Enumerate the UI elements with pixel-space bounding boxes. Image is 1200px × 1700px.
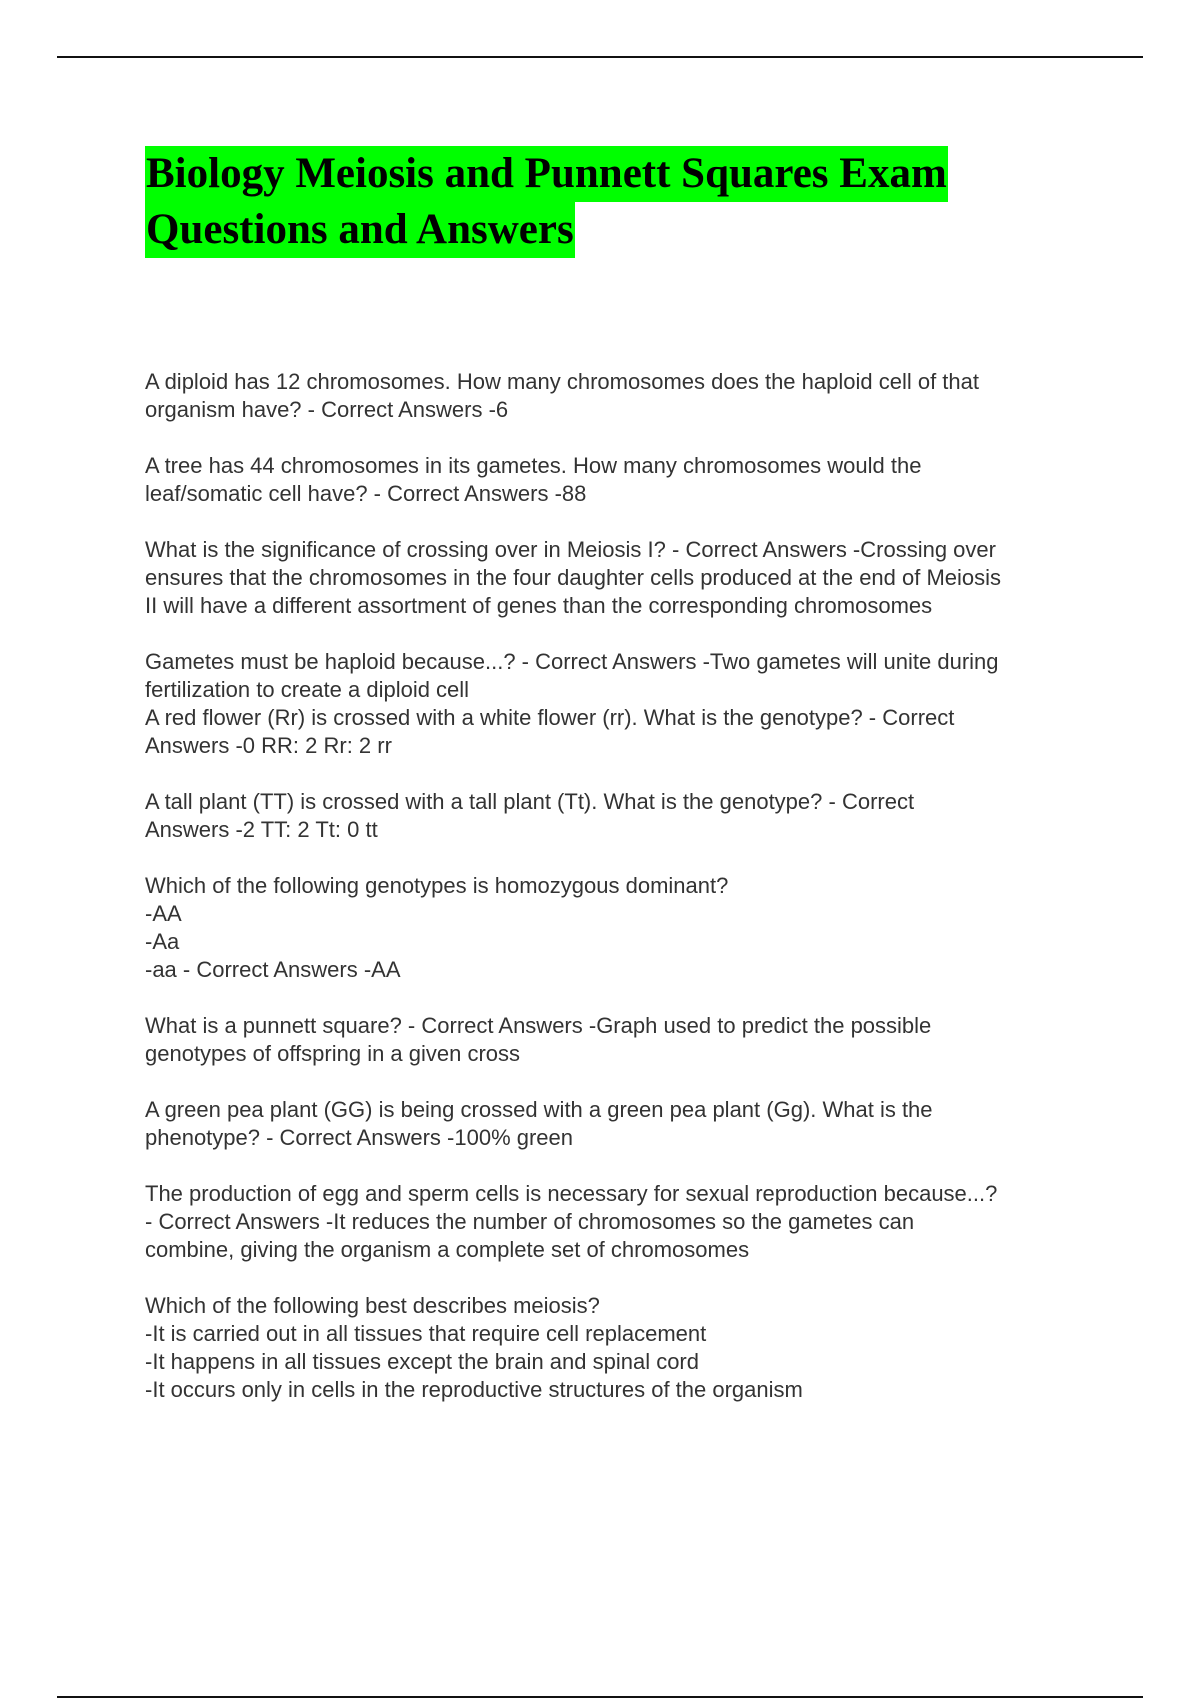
qa-entry-7	[145, 872, 1090, 984]
qa-entry-line: ensures that the chromosomes in the four daughter cells produced at the end of Meiosis	[145, 565, 1002, 590]
qa-entry-line: -It occurs only in cells in the reproductive structures of the organism	[145, 1377, 803, 1402]
document-title	[145, 146, 1075, 258]
qa-entry-line: A green pea plant (GG) is being crossed with a green pea plant (Gg). What is the	[145, 1097, 933, 1122]
qa-entry-6	[145, 788, 1090, 844]
qa-entry-10	[145, 1180, 1090, 1264]
document-title-line-1: Biology Meiosis and Punnett Squares Exam	[145, 146, 948, 202]
qa-entry-1	[145, 368, 1090, 424]
qa-entry-line: II will have a different assortment of genes than the corresponding chromosomes	[145, 593, 933, 618]
qa-entry-line: -It happens in all tissues except the brain and spinal cord	[145, 1349, 699, 1374]
qa-list	[145, 368, 1090, 1432]
qa-entry-line: A red flower (Rr) is crossed with a white flower (rr). What is the genotype? - Correct	[145, 705, 955, 730]
qa-entry-line: The production of egg and sperm cells is necessary for sexual reproduction because...?	[145, 1181, 998, 1206]
qa-entry-line: - Correct Answers -It reduces the number of chromosomes so the gametes can	[145, 1209, 915, 1234]
qa-entry-line: Answers -0 RR: 2 Rr: 2 rr	[145, 733, 392, 758]
qa-entry-line: organism have? - Correct Answers -6	[145, 397, 509, 422]
qa-entry-line: phenotype? - Correct Answers -100% green	[145, 1125, 574, 1150]
qa-entry-8	[145, 1012, 1090, 1068]
qa-entry-line: A tall plant (TT) is crossed with a tall plant (Tt). What is the genotype? - Correct	[145, 789, 915, 814]
qa-entry-line: genotypes of offspring in a given cross	[145, 1041, 521, 1066]
qa-entry-line: Which of the following genotypes is homozygous dominant?	[145, 873, 729, 898]
footer-rule	[57, 1696, 1143, 1698]
qa-entry-line: -It is carried out in all tissues that require cell replacement	[145, 1321, 707, 1346]
qa-entry-line: combine, giving the organism a complete set of chromosomes	[145, 1237, 750, 1262]
qa-entry-line: A diploid has 12 chromosomes. How many chromosomes does the haploid cell of that	[145, 369, 979, 394]
qa-entry-line: -Aa	[145, 929, 180, 954]
qa-entry-line: -AA	[145, 901, 182, 926]
qa-entry-11	[145, 1292, 1090, 1404]
document-title-line-2: Questions and Answers	[145, 202, 575, 258]
qa-entry-line: Which of the following best describes meiosis?	[145, 1293, 600, 1318]
qa-entry-4	[145, 648, 1090, 704]
qa-entry-line: Gametes must be haploid because...? - Correct Answers -Two gametes will unite during	[145, 649, 999, 674]
qa-entry-line: fertilization to create a diploid cell	[145, 677, 470, 702]
qa-entry-line: A tree has 44 chromosomes in its gametes. How many chromosomes would the	[145, 453, 922, 478]
qa-entry-3	[145, 536, 1090, 620]
qa-entry-line: Answers -2 TT: 2 Tt: 0 tt	[145, 817, 378, 842]
qa-entry-line: What is a punnett square? - Correct Answers -Graph used to predict the possible	[145, 1013, 932, 1038]
qa-entry-9	[145, 1096, 1090, 1152]
header-rule	[57, 56, 1143, 58]
qa-entry-line: -aa - Correct Answers -AA	[145, 957, 401, 982]
qa-entry-5	[145, 704, 1090, 760]
qa-entry-2	[145, 452, 1090, 508]
qa-entry-line: leaf/somatic cell have? - Correct Answers -88	[145, 481, 587, 506]
qa-entry-line: What is the significance of crossing over in Meiosis I? - Correct Answers -Crossing over	[145, 537, 996, 562]
